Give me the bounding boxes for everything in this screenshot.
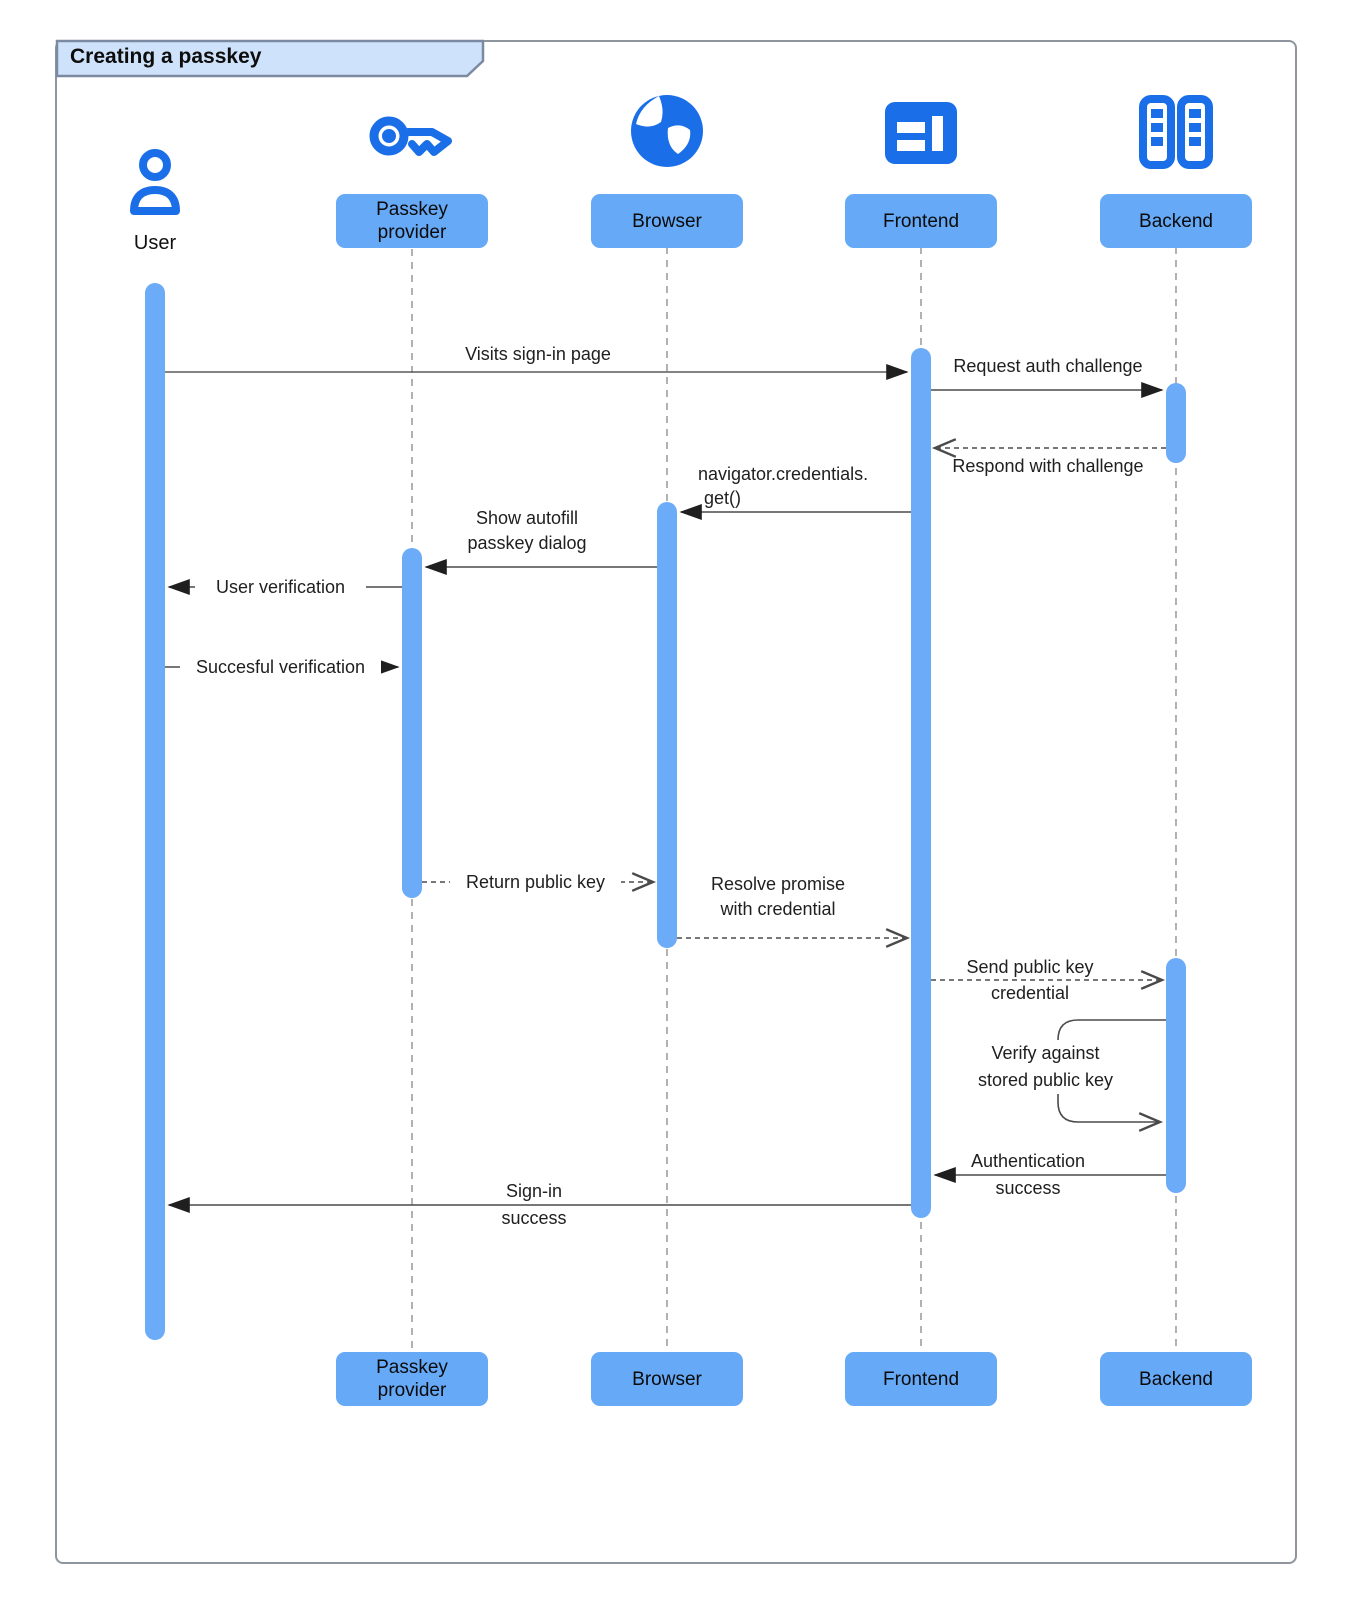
message-label-visits-sign-in-page: Visits sign-in page: [465, 344, 611, 364]
message-label-show-autofill-passkey-dialog: Show autofill passkey dialog: [467, 508, 587, 553]
message-label-sign-in-success: Sign-in success: [501, 1181, 567, 1228]
bottom-box-label: Passkey provider: [376, 1357, 448, 1401]
actor-box-label: Passkey provider: [376, 199, 448, 243]
message-label-succesful-verification: Succesful verification: [180, 655, 381, 679]
bottom-box-label: Backend: [1139, 1368, 1213, 1390]
message-label-authentication-success: Authentication success: [970, 1151, 1086, 1198]
actor-box-label: Backend: [1139, 210, 1213, 232]
message-label-user-verification: User verification: [195, 575, 366, 599]
diagram-title: Creating a passkey: [70, 45, 262, 68]
message-label-return-public-key: Return public key: [450, 870, 621, 894]
message-label-request-auth-challenge: Request auth challenge: [953, 356, 1143, 376]
actor-label-user: User: [133, 232, 177, 254]
message-label-send-public-key-credential: Send public key credential: [966, 957, 1094, 1003]
bottom-box-label: Frontend: [882, 1368, 960, 1390]
message-label-navigator-credentials-get: navigator.credentials. get(): [698, 464, 869, 508]
message-label-resolve-promise: Resolve promise with credential: [710, 874, 846, 919]
message-label-verify-against-stored-public-key: Verify against stored public key: [950, 1040, 1141, 1094]
actor-box-label: Frontend: [882, 210, 960, 232]
actor-box-label: Browser: [632, 210, 702, 232]
bottom-box-label: Browser: [632, 1368, 702, 1390]
message-label-respond-with-challenge: Respond with challenge: [952, 456, 1144, 476]
